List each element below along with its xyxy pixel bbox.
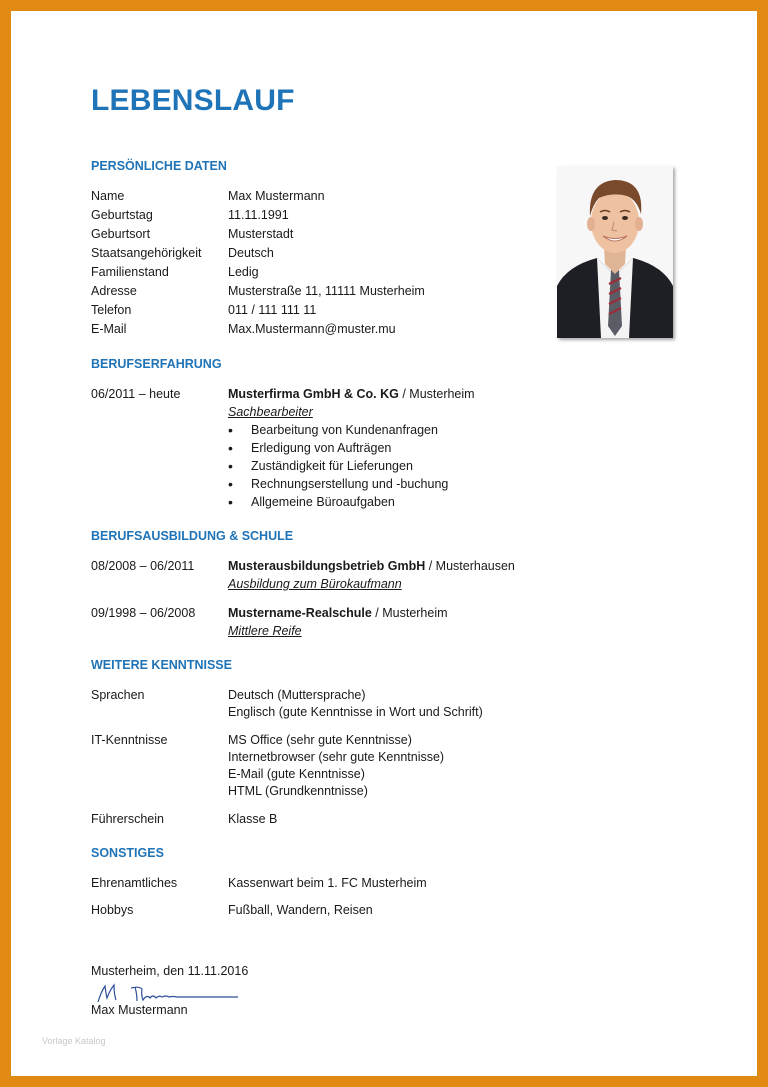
misc-value: Fußball, Wandern, Reisen xyxy=(228,903,373,917)
skills-lines xyxy=(228,732,444,800)
personal-value: Max.Mustermann@muster.mu xyxy=(228,322,396,336)
skills-line: Englisch (gute Kenntnisse in Wort und Schrift) xyxy=(228,705,483,719)
personal-label: Adresse xyxy=(91,284,137,298)
skills-line: Klasse B xyxy=(228,812,278,826)
personal-value: Deutsch xyxy=(228,246,274,260)
education-institution: Musterausbildungsbetrieb GmbH xyxy=(228,559,426,573)
personal-label: E-Mail xyxy=(91,322,127,336)
education-period: 08/2008 – 06/2011 xyxy=(91,559,195,573)
personal-value: 011 / 111 111 11 xyxy=(228,303,317,317)
experience-details xyxy=(228,386,475,511)
misc-value: Kassenwart beim 1. FC Musterheim xyxy=(228,876,427,890)
experience-company-line xyxy=(228,386,475,403)
skills-line: E-Mail (gute Kenntnisse) xyxy=(228,767,365,781)
education-detail: Ausbildung zum Bürokaufmann xyxy=(228,577,402,591)
watermark-text: Vorlage Katalog xyxy=(42,1036,106,1046)
experience-task: • Zuständigkeit für Lieferungen xyxy=(228,457,475,475)
skills-line: Internetbrowser (sehr gute Kenntnisse) xyxy=(228,750,445,764)
experience-task: • Bearbeitung von Kundenanfragen xyxy=(228,421,475,439)
place-date: Musterheim, den 11.11.2016 xyxy=(91,964,249,978)
skills-label: IT-Kenntnisse xyxy=(91,733,168,747)
section-heading-personal: PERSÖNLICHE DATEN xyxy=(91,159,227,173)
section-heading-skills: WEITERE KENNTNISSE xyxy=(91,658,232,672)
personal-label: Name xyxy=(91,189,125,203)
section-heading-education: BERUFSAUSBILDUNG & SCHULE xyxy=(91,529,294,543)
portrait-image xyxy=(557,166,673,338)
personal-label: Telefon xyxy=(91,303,132,317)
skills-label: Führerschein xyxy=(91,812,164,826)
experience-task: • Allgemeine Büroaufgaben xyxy=(228,493,475,511)
experience-task: • Erledigung von Aufträgen xyxy=(228,439,475,457)
section-heading-experience: BERUFSERFAHRUNG xyxy=(91,357,222,371)
experience-task: • Rechnungserstellung und -buchung xyxy=(228,475,475,493)
skills-line: Deutsch (Muttersprache) xyxy=(228,688,366,702)
education-location: / Musterhausen xyxy=(425,559,515,573)
education-details xyxy=(228,558,515,593)
personal-value: Musterstraße 11, 11111 Musterheim xyxy=(228,284,425,298)
education-institution: Mustername-Realschule xyxy=(228,606,372,620)
experience-period: 06/2011 – heute xyxy=(91,387,181,401)
skills-label: Sprachen xyxy=(91,688,145,702)
personal-label: Geburtstag xyxy=(91,208,153,222)
personal-label: Geburtsort xyxy=(91,227,151,241)
page-title: LEBENSLAUF xyxy=(91,84,295,117)
education-detail: Mittlere Reife xyxy=(228,624,302,638)
experience-role: Sachbearbeiter xyxy=(228,405,313,419)
experience-location: / Musterheim xyxy=(398,387,475,401)
experience-company: Musterfirma GmbH & Co. KG xyxy=(228,387,399,401)
personal-label: Staatsangehörigkeit xyxy=(91,246,202,260)
personal-value: Musterstadt xyxy=(228,227,294,241)
skills-lines xyxy=(228,687,483,721)
personal-value: Max Mustermann xyxy=(228,189,325,203)
signer-name: Max Mustermann xyxy=(91,1003,188,1017)
education-period: 09/1998 – 06/2008 xyxy=(91,606,196,620)
education-details xyxy=(228,605,448,640)
personal-value: Ledig xyxy=(228,265,259,279)
misc-label: Hobbys xyxy=(91,903,134,917)
personal-value: 11.11.1991 xyxy=(228,208,289,222)
misc-label: Ehrenamtliches xyxy=(91,876,178,890)
education-location: / Musterheim xyxy=(371,606,448,620)
education-institution-line xyxy=(228,605,448,622)
profile-photo xyxy=(557,166,673,338)
skills-line: HTML (Grundkenntnisse) xyxy=(228,784,368,798)
skills-line: MS Office (sehr gute Kenntnisse) xyxy=(228,733,412,747)
education-institution-line xyxy=(228,558,515,575)
section-heading-misc: SONSTIGES xyxy=(91,846,164,860)
experience-task-list xyxy=(228,421,475,511)
personal-label: Familienstand xyxy=(91,265,169,279)
skills-lines xyxy=(228,811,277,828)
